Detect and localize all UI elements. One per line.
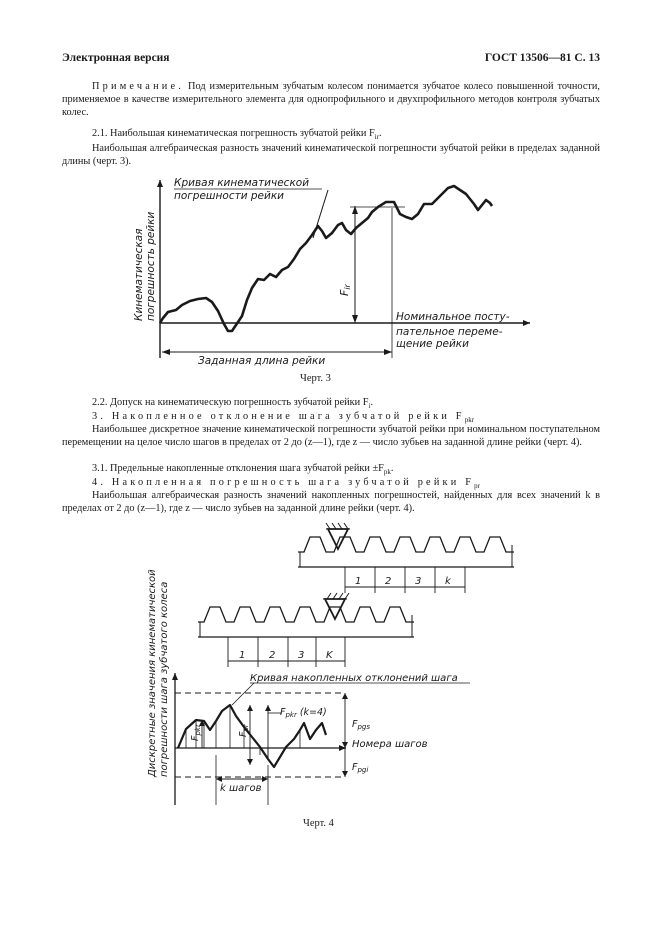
section-2-1-title-sub: ir [374,133,379,142]
section-4-title-sub: pr [474,482,480,491]
fig3-fir-arrow-bottom [352,315,358,323]
section-3-title [62,410,600,423]
fig4-fpkr-k-arrow [265,705,271,711]
fig4-curve-label-leader [232,683,254,705]
fig4-fpgs-arrow-top [342,693,348,699]
fig4-fpkr-label: $F_{pkr}$ [190,724,202,741]
fig4-top-probe [328,529,348,549]
figure-4-caption: Черт. 4 [303,818,334,829]
fig3-length-arrow-left [162,349,170,355]
fig4-fpgi-arrow [342,771,348,777]
figure-3-caption: Черт. 3 [300,373,331,384]
fig3-curve-label-2: погрешности рейки [174,190,284,202]
section-2-2-text: 2.2. Допуск на кинематическую погрешность зубчатой рейки F [92,397,369,408]
section-2-2-sub: i [368,402,371,411]
fig3-fir-label: Fir [338,284,352,296]
fig4-top-step-1: 1 [355,576,362,587]
section-2-1-title-text: 2.1. Наибольшая кинематическая погрешность зубчатой рейки F [92,128,375,139]
section-4-title [62,476,600,489]
section-3-1-text: 3.1. Предельные накопленные отклонения шага зубчатой рейки ±F [92,463,384,474]
fig4-bottom-step-2: 2 [269,650,276,661]
fig3-length-label: Заданная длина рейки [198,355,326,367]
fig4-bottom-rack [198,607,414,622]
fig4-fpr-arrow-top [247,705,253,711]
fig4-fpr-arrow-bottom [247,759,253,765]
fig4-top-probe-hatch [326,523,350,529]
section-2-2-end: . [370,397,374,408]
section-3-1-end: . [390,463,394,474]
fig4-bottom-step-1: 1 [239,650,246,661]
fig3-ylabel-1: Кинематическая [133,228,145,321]
fig3-axis-label-1: Номинальное посту- [396,311,510,323]
section-2-1-title [62,127,600,140]
fig4-bottom-step-3: 3 [298,650,305,661]
fig3-length-arrow-right [384,349,392,355]
page-header-right: ГОСТ 13506—81 С. 13 [484,52,600,64]
section-2-2 [62,396,600,409]
fig4-top-step-3: 3 [415,576,422,587]
fig3-ylabel-2: погрешность рейки [145,211,157,321]
section-3-1 [62,462,600,475]
fig4-k-steps-label: k шагов [220,783,262,794]
fig4-fpr-label: $F_{pr}$ [238,724,250,737]
section-4-text: Наибольшая алгебраическая разность значений накопленных погрешностей, найденных для всех значений k в пределах от 2 до (z—1), где z — число зубьев на заданной длине рейки (черт. 4). [62,490,600,515]
section-3-title-sub: pkr [464,416,475,425]
fig4-fpgi-label: $F_{pgi}$ [352,762,369,774]
fig3-kinematic-curve [160,186,492,331]
section-2-1-title-end: . [379,128,382,139]
fig4-fpgs-label: $F_{pgs}$ [352,719,371,731]
fig4-fpkr-k-label: $F_{pkr}$ (k=4) [280,707,327,719]
figure-4 [140,515,530,815]
note-label: Примечание. [92,81,185,92]
section-3-1-sub: pk [383,468,391,477]
page-header-left: Электронная версия [62,52,170,64]
note-paragraph [62,80,600,120]
fig4-top-step-2: 2 [385,576,392,587]
fig4-curve-label: Кривая накопленных отклонений шага [250,673,458,684]
section-2-1-text: Наибольшая алгебраическая разность значений кинематической погрешности зубчатой рейки в пределах заданной длины (черт. 3). [62,143,600,168]
fig3-axis-label-2: пательное переме- [396,326,503,338]
fig4-bottom-probe [325,599,345,619]
fig4-bottom-step-k: K [326,650,333,661]
section-3-title-text: 3. Накопленное отклонение шага зубчатой рейки F [92,411,465,422]
figure-3 [110,168,560,373]
fig3-axis-label-3: щение рейки [396,338,469,350]
fig4-ylabel-1: Дискретные значения кинематической [147,569,158,777]
fig4-fpgs-arrow-bottom [342,742,348,748]
fig4-top-rack [298,537,514,552]
section-4-title-text: 4. Накопленная погрешность шага зубчатой рейки F [92,477,475,488]
fig4-top-step-k: k [445,576,451,587]
note-text: Под измерительным зубчатым колесом понимается зубчатое колесо повышенной точности, применяемое в качестве измерительного элемента для однопрофильного и двухпрофильного методов контроля зубчатых колес. [62,81,600,119]
fig4-ylabel-2: погрешности шага зубчатого колеса [159,581,170,777]
section-3-text: Наибольшее дискретное значение кинематической погрешности зубчатой рейки при номинальном поступательном перемещении на целое число шагов в пределах от 2 до (z—1), где z — число зубьев на заданной длине рейки (черт. 4). [62,424,600,449]
fig3-curve-label-1: Кривая кинематической [174,177,310,189]
fig4-bottom-probe-hatch [323,593,349,599]
fig4-steps-axis-label: Номера шагов [352,739,428,750]
